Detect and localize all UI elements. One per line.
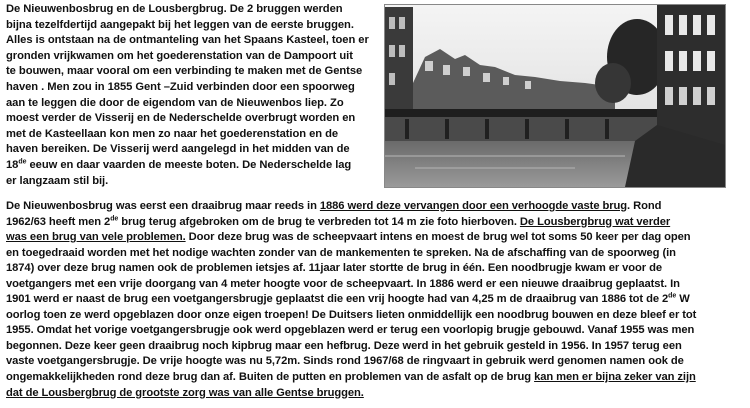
body-line: oorlog toen ze werd opgeblazen door onze eigen troepen! De Duitsers lieten onmiddellijk een noodbrug bouwen en deze bleef er tot — [6, 308, 697, 321]
body-line: 1874) over deze brug namen ook de problemen ietsjes af. 11jaar later stortte de brug in één. Een noodbrugje kwam er voor de — [6, 262, 663, 275]
text-span: W — [676, 293, 690, 306]
bridge-photo — [384, 4, 726, 188]
body-paragraph — [6, 199, 742, 401]
text-span: eeuw en daar vaarden de meeste boten. De Nederschelde lag — [26, 158, 352, 171]
body-line: voetgangers met een vrije doorgang van 4 meter hoogte voor de scheepvaart. In 1886 werd er een nieuwe draaibrug geplaatst. In — [6, 277, 680, 290]
body-line — [6, 386, 742, 402]
text-span: brug terug afgebroken om de brug te verbreden tot 14 m zie foto hierboven. — [118, 215, 520, 228]
underlined-text: was een brug van vele problemen. — [6, 231, 186, 244]
intro-line: met de Kasteellaan kon men zo naar het goederenstation en de — [6, 127, 339, 140]
superscript: de — [18, 158, 27, 166]
underlined-text: kan men er bijna zeker van zijn — [534, 371, 696, 384]
intro-line: er langzaam stil bij. — [6, 174, 109, 187]
text-span: Door deze brug was de scheepvaart intens en moest de brug wel tot soms 50 keer per dag open — [185, 231, 691, 244]
body-line — [6, 370, 742, 386]
body-line: vaste voetgangersbrugje. De vrije hoogte was nu 5,72m. Sinds rond 1967/68 de ringvaart in gebruik werd genomen namen ook de — [6, 355, 684, 368]
intro-line: haven bereiken. De Visserij werd aangelegd in het midden van de — [6, 143, 350, 156]
text-span: De Nieuwenbosbrug was eerst een draaibrug maar reeds in — [6, 200, 320, 212]
text-span: ongemakkelijkheden rond deze brug dan af. Buiten de putten en problemen van de asfalt op de brug — [6, 371, 535, 384]
intro-line: Alles is ontstaan na de ontmanteling van het Spaans Kasteel, toen er — [6, 34, 369, 47]
text-span: 18 — [6, 158, 19, 171]
body-line — [6, 292, 742, 308]
underlined-text: De Lousbergbrug wat verder — [519, 215, 671, 228]
intro-line — [6, 158, 380, 174]
body-line — [6, 199, 742, 215]
underlined-text: 1886 werd deze vervangen door een verhoogde vaste brug — [319, 200, 628, 212]
intro-line: De Nieuwenbosbrug en de Lousbergbrug. De 2 bruggen werden — [6, 3, 343, 15]
intro-paragraph — [6, 2, 380, 189]
body-line: begonnen. Deze keer geen draaibrug noch kipbrug maar een hefbrug. Deze werd in het gebruik gesteld in 1956. In 1957 terug een — [6, 339, 682, 352]
text-span: 1962/63 heeft men 2 — [6, 215, 111, 228]
intro-line: aan te leggen die door de eigendom van de Nieuwenbos liep. Zo — [6, 96, 344, 109]
body-line: en toegedraaid worden met het nodige wachten zonder van de mankementen te spreken. Na de afschaffing van de spoorweg (in — [6, 246, 676, 259]
intro-line: gronden vrijkwamen om het goederenstation van de Dampoort uit — [6, 49, 353, 62]
intro-line: te bouwen, maar vooral om een verbinding te maken met de Gentse — [6, 65, 363, 78]
text-span: 1901 werd er naast de brug een voetgangersbrugje geplaatst die een vrij hoogte had van 4,25 m de draaibrug van 1886 tot de 2 — [6, 293, 669, 306]
intro-line: haven . Men zou in 1855 Gent –Zuid verbinden door een spoorweg — [6, 80, 355, 93]
text-span: . Rond — [627, 200, 662, 212]
intro-line: moest verder de Visserij en de Nederschelde overbrugt worden en — [6, 112, 356, 125]
body-line — [6, 215, 742, 231]
superscript: de — [668, 292, 677, 300]
intro-line: bijna tezelfdertijd aangepakt bij het leggen van de eerste bruggen. — [6, 18, 354, 31]
bridge-photo-image — [385, 5, 725, 187]
superscript: de — [110, 214, 119, 222]
body-line — [6, 230, 742, 246]
underlined-text: dat de Lousbergbrug de grootste zorg was van alle Gentse bruggen. — [6, 386, 364, 399]
body-line: 1955. Omdat het vorige voetgangersbrugje ook werd opgeblazen werd er terug een voorlopig brugje gebouwd. Vanaf 1955 was men — [6, 324, 695, 337]
